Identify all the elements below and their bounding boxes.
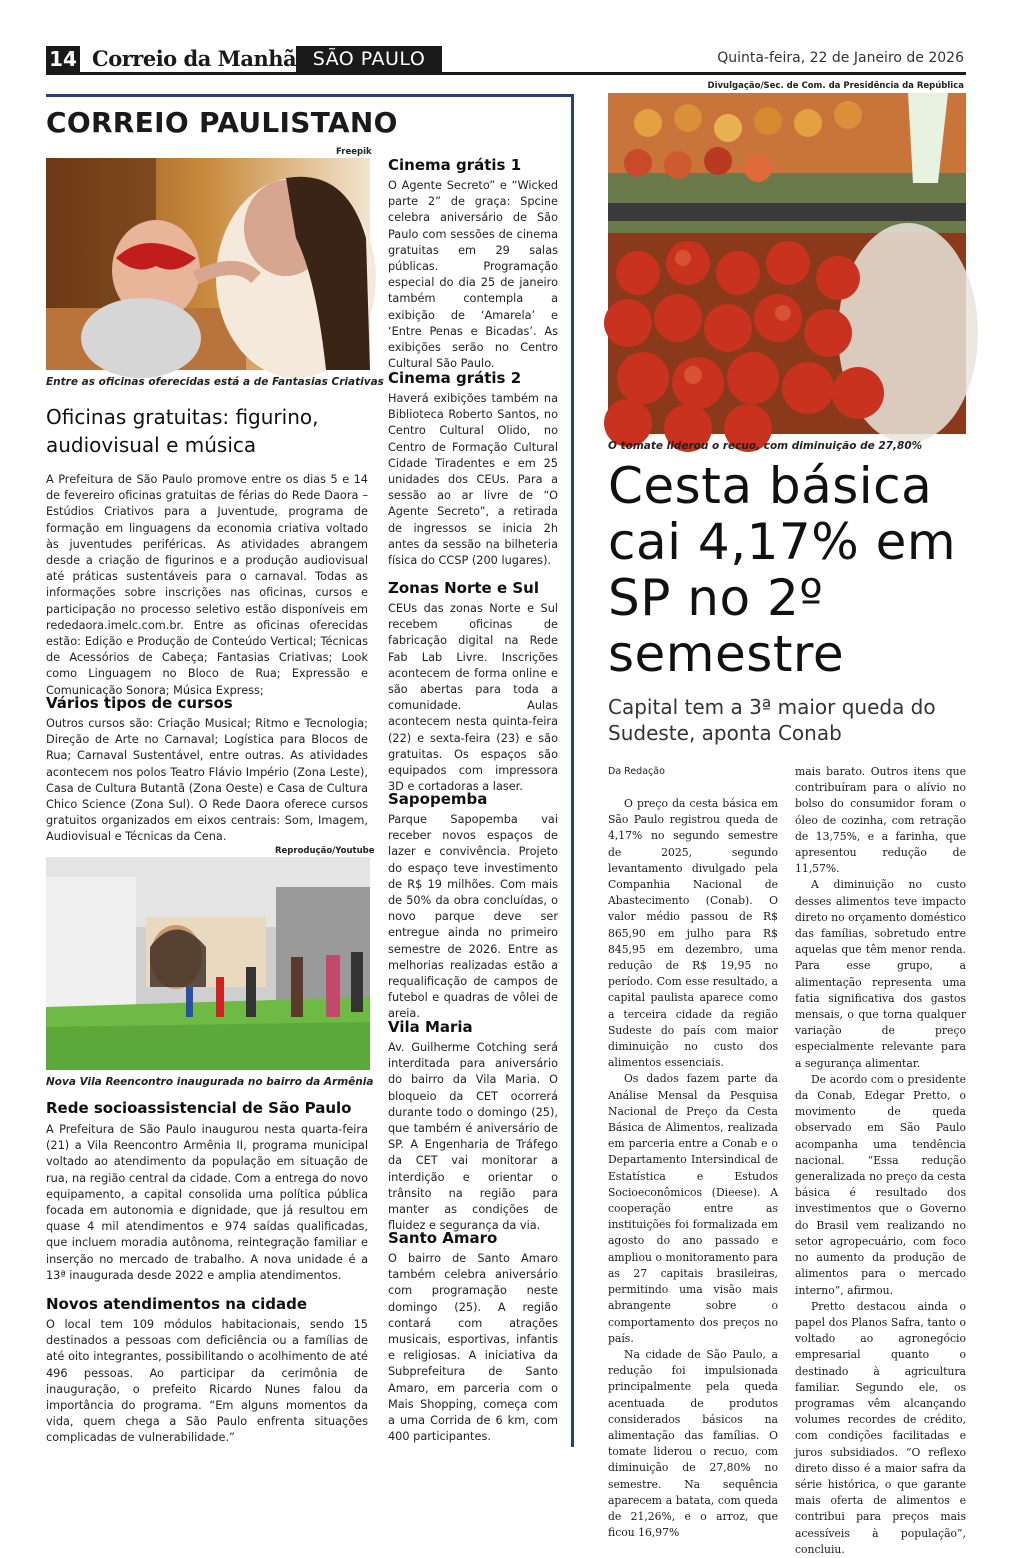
paragraph: Na cidade de São Paulo, a redução foi impulsionada principalmente pela queda acentuada de produtos considerados básicos na alimentação das famílias. O tomate liderou o recuo, com diminuição de 27,80% no semestre. Na sequência aparecem a batata, com queda de 21,26%, e o arroz, que ficou 16,97% bbox=[608, 1347, 778, 1540]
face-painting-photo bbox=[46, 158, 370, 370]
brief-body: CEUs das zonas Norte e Sul recebem oficinas de fabricação digital na Rede Fab Lab Livre. Inscrições acontecem de forma online e são abertas para toda a comunidade. Aulas acontecem nesta quinta-feira (22) e sexta-feira (23) e são gratuitas. Os espaços são equipados com impressora 3D e cortadoras a laser. bbox=[388, 602, 558, 794]
article-body: A Prefeitura de São Paulo inaugurou nesta quarta-feira (21) a Vila Reencontro Armênia II, programa municipal voltado ao atendimento da população em situação de rua, na região central da cidade. Com a entrega do novo equipamento, a capital consolida uma política pública focada em autonomia e dignidade, que já resultou em quase 4 mil atendimentos e 974 saídas qualificadas, que incluem moradia autônoma, reintegração familiar e inserção no mercado de trabalho. A nova unidade é a 13ª inaugurada desde 2022 e amplia atendimentos. bbox=[46, 1123, 368, 1282]
paragraph: O preço da cesta básica em São Paulo registrou queda de 4,17% no segundo semestre de 2025, segundo levantamento divulgado pela Companhia Nacional de Abastecimento (Conab). O valor médio passou de R$ 865,90 em julho para R$ 845,95 em dezembro, uma redução de R$ 19,95 no período. Com esse resultado, a capital paulista aparece como a terceira cidade da região Sudeste do país com maior diminuição no custo dos alimentos essenciais. bbox=[608, 797, 778, 1070]
article-headline: Rede socioassistencial de São Paulo bbox=[46, 1099, 352, 1117]
brief-title: Cinema grátis 1 bbox=[388, 156, 522, 174]
article-headline: Oficinas gratuitas: figurino, audiovisual e música bbox=[46, 405, 319, 457]
brief-title: Vila Maria bbox=[388, 1018, 473, 1036]
article-subhead: Novos atendimentos na cidade bbox=[46, 1295, 308, 1313]
paragraph: Os dados fazem parte da Análise Mensal da Pesquisa Nacional de Preço da Cesta Básica de Alimentos, realizada em parceria entre a Conab e o Departamento Intersindical de Estatística e Estudos Socioeconômicos (Dieese). A cooperação entre as instituições foi formalizada em agosto do ano passado e ampliou o monitoramento para as 27 capitais brasileiras, permitindo uma visão mais abrangente sobre o comportamento dos preços no país. bbox=[608, 1072, 778, 1345]
photo-credit: Reprodução/Youtube bbox=[275, 846, 375, 856]
paragraph: A diminuição no custo desses alimentos teve impacto direto no orçamento doméstico das famílias, sobretudo entre aquelas que têm menor renda. Para esse grupo, a alimentação representa uma fatia significativa dos gastos mensais, o que torna qualquer variação de preço especialmente relevante para a segurança alimentar. bbox=[795, 878, 966, 1070]
vila-reencontro-photo bbox=[46, 857, 370, 1070]
paragraph: Pretto destacou ainda o papel dos Planos Safra, tanto o voltado ao agronegócio empresarial quanto o destinado à agricultura familiar. Segundo ele, os programas vêm alcançando volumes recordes de crédito, com condições facilitadas e juros subsidiados. “O reflexo direto disso é a maior safra da série histórica, o que garante mais oferta de alimentos e contribui para preços mais acessíveis à população”, concluiu. bbox=[795, 1299, 966, 1556]
brief-body: Av. Guilherme Cotching será interditada para aniversário do bairro da Vila Maria. O bloqueio da CET ocorrerá durante todo o domingo (25), que também é aniversário de SP. A Engenharia de Tráfego da CET vai monitorar a interdição e orientar o trânsito na região para manter as condições de fluidez e segurança da via. bbox=[388, 1041, 558, 1233]
article-body: Outros cursos são: Criação Musical; Ritmo e Tecnologia; Direção de Arte no Carnaval; Logística para Blocos de Rua; Carnaval Sustentável, entre outras. As atividades acontecem nos polos Teatro Flávio Império (Zona Leste), Casa de Cultura Butantã (Zona Oeste) e Casa de Cultura Chico Science (Zona Sul). O Rede Daora oferece cursos gratuitos organizados em eixos centrais: Som, Imagem, Audiovisual e Técnicas da Cena. bbox=[46, 717, 368, 844]
brief-body: Haverá exibições também na Biblioteca Roberto Santos, no Centro Cultural Olido, no Centro de Formação Cultural Cidade Tiradentes e em 25 unidades dos CEUs. Para a sessão ao ar livre de “O Agente Secreto”, a retirada de ingressos se inicia 2h antes da sessão na bilheteria física do CCSP (200 lugares). bbox=[388, 392, 558, 568]
section-label: SÃO PAULO bbox=[296, 46, 442, 72]
photo-caption: O tomate liderou o recuo, com diminuição de 27,80% bbox=[608, 440, 923, 452]
main-headline: Cesta básica cai 4,17% em SP no 2º semestre bbox=[608, 457, 957, 683]
newspaper-logo: Correio da Manhã bbox=[92, 46, 297, 71]
paragraph: De acordo com o presidente da Conab, Edegar Pretto, o movimento de queda observado em São Paulo acompanha uma tendência nacional. “Essa redução generalizada no preço da cesta básica é resultado dos investimentos que o Governo do Brasil vem realizando no setor agropecuário, com foco no aumento da produção de alimentos para o mercado interno”, afirmou. bbox=[795, 1072, 966, 1297]
article-body: A Prefeitura de São Paulo promove entre os dias 5 e 14 de fevereiro oficinas gratuitas de férias do Rede Daora – Estúdios Criativos para a Juventude, programa de formação em linguagens da economia criativa voltado às juventudes periféricas. As atividades abrangem desde a criação de figurinos e a produção audiovisual até práticas sustentáveis para o carnaval. Todas as informações sobre inscrições nas oficinas, cursos e participação no processo seletivo estão disponíveis em rededaora.imelc.com.br. Entre as oficinas oferecidas estão: Edição e Produção de Conteúdo Vertical; Técnicas de Acessórios de Cabeça; Fantasias Criativas; Look como Linguagem no Bloco de Rua; Expressão e Comunicação Sonora; Música Express; bbox=[46, 473, 368, 697]
photo-caption: Nova Vila Reencontro inaugurada no bairro da Armênia bbox=[46, 1076, 374, 1088]
brief-title: Santo Amaro bbox=[388, 1229, 498, 1247]
tomatoes-photo bbox=[608, 93, 966, 434]
brief-title: Zonas Norte e Sul bbox=[388, 579, 539, 597]
column-divider bbox=[571, 94, 574, 1447]
main-subtitle: Capital tem a 3ª maior queda do Sudeste, aponta Conab bbox=[608, 695, 936, 745]
photo-caption: Entre as oficinas oferecidas está a de Fantasias Criativas bbox=[46, 376, 384, 388]
brief-title: Sapopemba bbox=[388, 790, 488, 808]
header-rule bbox=[46, 72, 966, 75]
column-title: CORREIO PAULISTANO bbox=[46, 106, 398, 139]
photo-credit: Divulgação/Sec. de Com. da Presidência da República bbox=[707, 81, 964, 91]
photo-credit: Freepik bbox=[336, 147, 372, 157]
article-subhead: Vários tipos de cursos bbox=[46, 694, 233, 712]
brief-body: Parque Sapopemba vai receber novos espaços de lazer e convivência. Projeto do espaço teve investimento de R$ 19 milhões. Com mais de 50% da obra concluídas, o novo parque deve ser entregue ainda no primeiro semestre de 2026. Entre as melhorias realizadas estão a requalificação de campos de futebol e quadras de vôlei de areia. bbox=[388, 813, 558, 1021]
byline: Da Redação bbox=[608, 766, 665, 777]
column-top-rule bbox=[46, 94, 572, 97]
issue-date: Quinta-feira, 22 de Janeiro de 2026 bbox=[717, 50, 964, 66]
article-column-1 bbox=[608, 796, 778, 1541]
brief-body: O Agente Secreto” e “Wicked parte 2” de graça: Spcine celebra aniversário de São Paulo com sessões de cinema gratuitas em 29 salas públicas. Programação especial do dia 25 de janeiro também contempla a exibição de ‘Amarela’ e ‘Entre Penas e Bicadas’. As exibições serão no Centro Cultural São Paulo. bbox=[388, 179, 558, 371]
article-body: O local tem 109 módulos habitacionais, sendo 15 destinados a pessoas com deficiência ou a famílias de até oito integrantes, possibilitando o acolhimento de até 496 pessoas. Ao participar da cerimônia de inauguração, o prefeito Ricardo Nunes falou da importância do programa. “Em alguns momentos da vida, quem chega a São Paulo enfrenta situações complicadas de vulnerabilidade.” bbox=[46, 1318, 368, 1445]
brief-title: Cinema grátis 2 bbox=[388, 369, 522, 387]
brief-body: O bairro de Santo Amaro também celebra aniversário com programação neste domingo (25). A região contará com atrações musicais, esportivas, infantis e religiosas. A iniciativa da Subprefeitura de Santo Amaro, em parceria com o Mais Shopping, começa com a uma Corrida de 6 km, com 400 participantes. bbox=[388, 1252, 558, 1444]
paragraph: mais barato. Outros itens que contribuíram para o alívio no bolso do consumidor foram o óleo de cozinha, com retração de 13,75%, e a farinha, que apresentou redução de 11,57%. bbox=[795, 765, 966, 876]
article-column-2 bbox=[795, 764, 966, 1558]
page-number: 14 bbox=[46, 46, 80, 72]
